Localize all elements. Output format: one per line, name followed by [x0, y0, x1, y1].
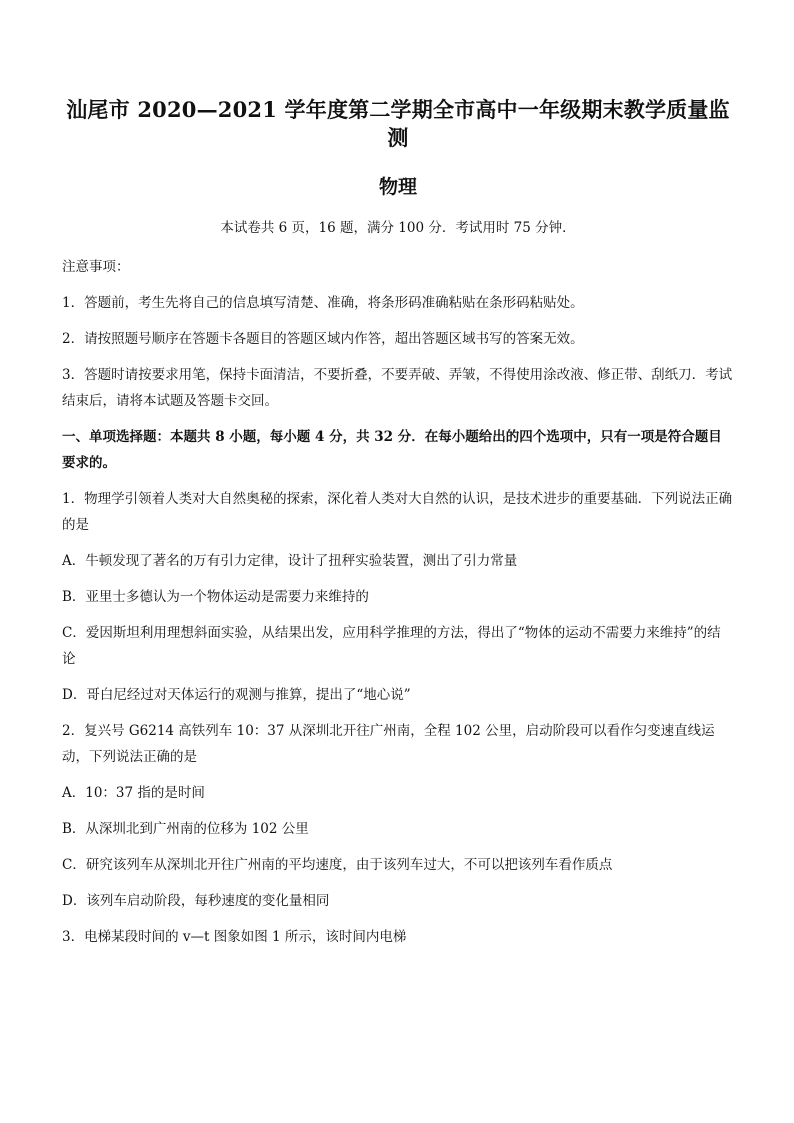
- question-1-option-b: B．亚里士多德认为一个物体运动是需要力来维持的: [62, 589, 369, 605]
- notice-heading: 注意事项：: [62, 259, 130, 275]
- notice-item-2: 2．请按照题号顺序在答题卡各题目的答题区域内作答，超出答题区域书写的答案无效。: [62, 331, 584, 347]
- question-1-option-a: A．牛顿发现了著名的万有引力定律，设计了扭秤实验装置，测出了引力常量: [62, 553, 518, 569]
- exam-title: 汕尾市 2020—2021 学年度第二学期全市高中一年级期末教学质量监测: [66, 97, 730, 150]
- question-1-stem: 1．物理学引领着人类对大自然奥秘的探索，深化着人类对大自然的认识，是技术进步的重要基础．下列说法正确的是: [62, 491, 733, 533]
- notice-item-1: 1．答题前，考生先将自己的信息填写清楚、准确，将条形码准确粘贴在条形码粘贴处。: [62, 295, 584, 311]
- question-2-option-a: A．10：37 指的是时间: [62, 785, 205, 801]
- notice-item-3: 3．答题时请按要求用笔，保持卡面清洁，不要折叠，不要弄破、弄皱，不得使用涂改液、修正带、刮纸刀．考试结束后，请将本试题及答题卡交回。: [62, 367, 733, 409]
- question-2-stem: 2．复兴号 G6214 高铁列车 10：37 从深圳北开往广州南，全程 102 公里，启动阶段可以看作匀变速直线运动，下列说法正确的是: [62, 723, 715, 765]
- question-3-stem: 3．电梯某段时间的 v—t 图象如图 1 所示，该时间内电梯: [62, 929, 407, 945]
- exam-info: 本试卷共 6 页，16 题，满分 100 分．考试用时 75 分钟．: [220, 220, 576, 236]
- question-2-option-d: D．该列车启动阶段，每秒速度的变化量相同: [62, 893, 330, 909]
- subject-title: 物理: [378, 176, 417, 198]
- question-2-option-b: B．从深圳北到广州南的位移为 102 公里: [62, 821, 309, 837]
- question-1-option-c: C．爱因斯坦利用理想斜面实验，从结果出发，应用科学推理的方法，得出了“物体的运动不需要力来维持”的结论: [62, 625, 721, 667]
- section-heading: 一、单项选择题：本题共 8 小题，每小题 4 分，共 32 分．在每小题给出的四个选项中，只有一项是符合题目要求的。: [62, 429, 722, 471]
- question-1-option-d: D．哥白尼经过对天体运行的观测与推算，提出了“地心说”: [62, 687, 411, 703]
- question-2-option-c: C．研究该列车从深圳北开往广州南的平均速度，由于该列车过大，不可以把该列车看作质点: [62, 857, 613, 873]
